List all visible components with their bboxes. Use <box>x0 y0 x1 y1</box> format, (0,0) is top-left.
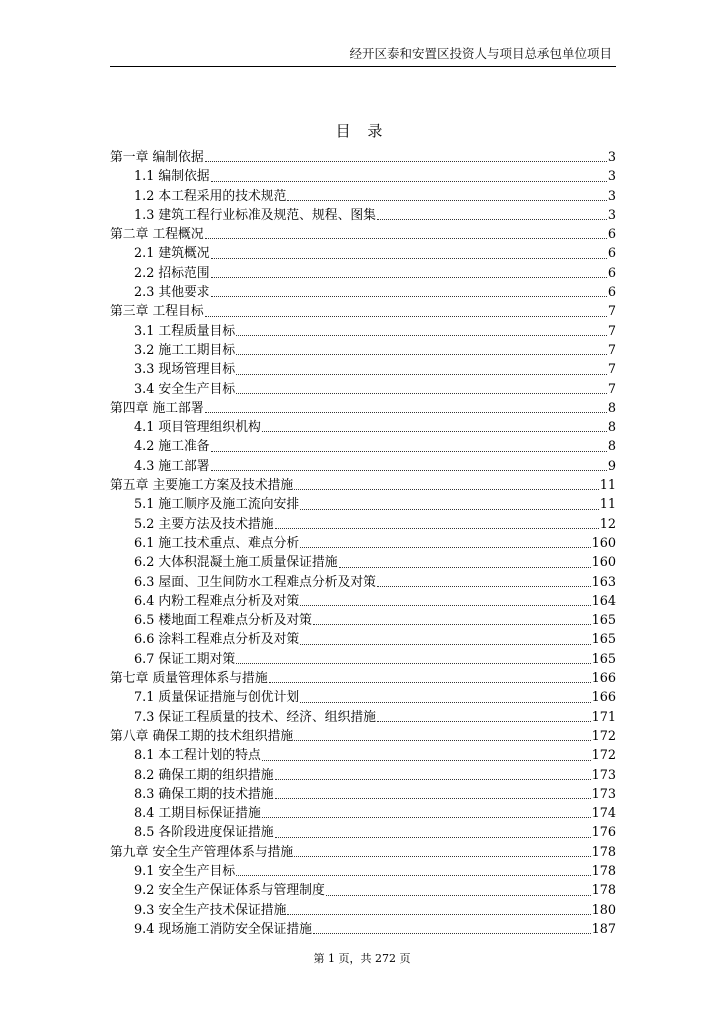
toc-page-number: 12 <box>599 516 616 532</box>
toc-entry-title: 第九章 安全生产管理体系与措施 <box>110 844 294 860</box>
toc-leader-dots <box>262 431 607 432</box>
toc-entry-title: 5.1 施工顺序及施工流向安排 <box>134 497 300 513</box>
toc-entry-title: 1.1 编制依据 <box>134 169 210 185</box>
toc-entry-title: 1.2 本工程采用的技术规范 <box>134 188 287 204</box>
toc-entry-title: 8.4 工期目标保证措施 <box>134 806 261 822</box>
toc-entry-title: 2.1 建筑概况 <box>134 246 210 262</box>
toc-page-number: 176 <box>591 825 616 841</box>
toc-entry-title: 6.1 施工技术重点、难点分析 <box>134 535 300 551</box>
page-footer: 第 1 页，共 272 页 <box>313 952 411 965</box>
toc-entry-title: 2.3 其他要求 <box>134 285 210 301</box>
toc-entry-title: 8.3 确保工期的技术措施 <box>134 786 274 802</box>
toc-page-number: 7 <box>607 304 616 320</box>
toc-section-entry[interactable] <box>110 553 616 572</box>
toc-entry-title: 2.2 招标范围 <box>134 265 210 281</box>
toc-entry-title: 6.5 楼地面工程难点分析及对策 <box>134 613 312 629</box>
toc-leader-dots <box>262 817 591 818</box>
toc-section-entry[interactable] <box>110 322 616 341</box>
toc-section-entry[interactable] <box>110 746 616 765</box>
toc-entry-title: 4.2 施工准备 <box>134 439 210 455</box>
toc-page-number: 165 <box>591 632 616 648</box>
toc-entry-title: 5.2 主要方法及技术措施 <box>134 516 274 532</box>
toc-section-entry[interactable] <box>110 688 616 707</box>
toc-leader-dots <box>300 702 590 703</box>
toc-entry-title: 第五章 主要施工方案及技术措施 <box>110 478 294 494</box>
toc-page-number: 11 <box>599 478 616 494</box>
toc-entry-title: 3.3 现场管理目标 <box>134 362 236 378</box>
toc-page-number: 8 <box>607 439 616 455</box>
running-header: 经开区泰和安置区投资人与项目总承包单位项目 <box>349 46 612 61</box>
toc-section-entry[interactable] <box>110 206 616 225</box>
toc-entry-title: 9.1 安全生产目标 <box>134 863 236 879</box>
toc-section-entry[interactable] <box>110 573 616 592</box>
toc-section-entry[interactable] <box>110 862 616 881</box>
toc-chapter-entry[interactable] <box>110 669 616 688</box>
toc-page-number: 7 <box>607 323 616 339</box>
toc-section-entry[interactable] <box>110 418 616 437</box>
toc-section-entry[interactable] <box>110 244 616 263</box>
toc-entry-title: 3.4 安全生产目标 <box>134 381 236 397</box>
toc-leader-dots <box>275 528 599 529</box>
toc-entry-title: 6.3 屋面、卫生间防水工程难点分析及对策 <box>134 574 376 590</box>
toc-leader-dots <box>236 354 607 355</box>
toc-chapter-entry[interactable] <box>110 148 616 167</box>
toc-section-entry[interactable] <box>110 495 616 514</box>
header-divider <box>110 66 616 67</box>
toc-page-number: 165 <box>591 613 616 629</box>
toc-leader-dots <box>236 335 607 336</box>
toc-leader-dots <box>275 798 591 799</box>
toc-leader-dots <box>205 238 607 239</box>
toc-leader-dots <box>377 586 591 587</box>
toc-section-entry[interactable] <box>110 920 616 939</box>
toc-section-entry[interactable] <box>110 167 616 186</box>
toc-page-number: 7 <box>607 362 616 378</box>
toc-entry-title: 8.2 确保工期的组织措施 <box>134 767 274 783</box>
toc-leader-dots <box>211 277 607 278</box>
toc-entry-title: 第七章 质量管理体系与措施 <box>110 671 268 687</box>
toc-section-entry[interactable] <box>110 823 616 842</box>
toc-page-number: 6 <box>607 265 616 281</box>
toc-entry-title: 8.5 各阶段进度保证措施 <box>134 825 274 841</box>
toc-entry-title: 4.1 项目管理组织机构 <box>134 420 261 436</box>
toc-leader-dots <box>211 181 607 182</box>
toc-page-number: 6 <box>607 246 616 262</box>
toc-entry-title: 3.1 工程质量目标 <box>134 323 236 339</box>
toc-section-entry[interactable] <box>110 360 616 379</box>
toc-page-number: 6 <box>607 285 616 301</box>
toc-page-number: 6 <box>607 227 616 243</box>
toc-page-number: 7 <box>607 381 616 397</box>
toc-section-entry[interactable] <box>110 766 616 785</box>
toc-page-number: 172 <box>591 728 616 744</box>
toc-entry-title: 第三章 工程目标 <box>110 304 204 320</box>
toc-section-entry[interactable] <box>110 457 616 476</box>
toc-entry-title: 6.2 大体积混凝土施工质量保证措施 <box>134 555 338 571</box>
toc-leader-dots <box>275 837 591 838</box>
toc-section-entry[interactable] <box>110 708 616 727</box>
toc-entry-title: 7.1 质量保证措施与创优计划 <box>134 690 300 706</box>
toc-page-number: 180 <box>591 902 616 918</box>
toc-entry-title: 7.3 保证工程质量的技术、经济、组织措施 <box>134 709 376 725</box>
toc-section-entry[interactable] <box>110 881 616 900</box>
toc-leader-dots <box>262 760 591 761</box>
toc-entry-title: 第二章 工程概况 <box>110 227 204 243</box>
toc-page-number: 160 <box>591 535 616 551</box>
toc-leader-dots <box>326 895 591 896</box>
toc-page-number: 9 <box>607 458 616 474</box>
toc-leader-dots <box>300 547 590 548</box>
toc-leader-dots <box>236 663 590 664</box>
toc-leader-dots <box>211 451 607 452</box>
toc-entry-title: 6.7 保证工期对策 <box>134 651 236 667</box>
toc-section-entry[interactable] <box>110 901 616 920</box>
toc-chapter-entry[interactable] <box>110 302 616 321</box>
toc-chapter-entry[interactable] <box>110 225 616 244</box>
toc-section-entry[interactable] <box>110 187 616 206</box>
toc-leader-dots <box>294 489 598 490</box>
toc-page-number: 178 <box>591 844 616 860</box>
toc-chapter-entry[interactable] <box>110 399 616 418</box>
toc-section-entry[interactable] <box>110 437 616 456</box>
toc-page-number: 173 <box>591 767 616 783</box>
toc-entry-title: 4.3 施工部署 <box>134 458 210 474</box>
toc-page-number: 160 <box>591 555 616 571</box>
toc-section-entry[interactable] <box>110 515 616 534</box>
toc-entry-title: 第八章 确保工期的技术组织措施 <box>110 728 294 744</box>
toc-leader-dots <box>275 779 591 780</box>
toc-page-number: 163 <box>591 574 616 590</box>
toc-page-number: 11 <box>599 497 616 513</box>
table-of-contents <box>110 148 616 939</box>
toc-section-entry[interactable] <box>110 264 616 283</box>
toc-entry-title: 9.3 安全生产技术保证措施 <box>134 902 287 918</box>
toc-page-number: 165 <box>591 651 616 667</box>
toc-leader-dots <box>287 914 590 915</box>
toc-leader-dots <box>313 933 591 934</box>
toc-leader-dots <box>269 682 591 683</box>
toc-page-number: 164 <box>591 593 616 609</box>
toc-entry-title: 3.2 施工工期目标 <box>134 342 236 358</box>
toc-section-entry[interactable] <box>110 650 616 669</box>
toc-page-number: 7 <box>607 342 616 358</box>
toc-page-number: 178 <box>591 863 616 879</box>
toc-leader-dots <box>287 200 606 201</box>
toc-leader-dots <box>294 856 590 857</box>
toc-section-entry[interactable] <box>110 534 616 553</box>
toc-entry-title: 8.1 本工程计划的特点 <box>134 748 261 764</box>
toc-entry-title: 6.4 内粉工程难点分析及对策 <box>134 593 300 609</box>
toc-entry-title: 第四章 施工部署 <box>110 400 204 416</box>
toc-page-number: 166 <box>591 690 616 706</box>
toc-leader-dots <box>205 412 607 413</box>
toc-chapter-entry[interactable] <box>110 476 616 495</box>
toc-section-entry[interactable] <box>110 380 616 399</box>
toc-section-entry[interactable] <box>110 804 616 823</box>
toc-leader-dots <box>236 875 590 876</box>
toc-entry-title: 第一章 编制依据 <box>110 150 204 165</box>
toc-entry-title: 6.6 涂料工程难点分析及对策 <box>134 632 300 648</box>
toc-section-entry[interactable] <box>110 611 616 630</box>
toc-page-number: 3 <box>607 169 616 185</box>
toc-section-entry[interactable] <box>110 785 616 804</box>
toc-entry-title: 1.3 建筑工程行业标准及规范、规程、图集 <box>134 207 376 223</box>
toc-leader-dots <box>236 374 607 375</box>
toc-page-number: 174 <box>591 806 616 822</box>
toc-page-number: 8 <box>607 400 616 416</box>
toc-page-number: 178 <box>591 883 616 899</box>
toc-page-number: 171 <box>591 709 616 725</box>
toc-leader-dots <box>377 219 607 220</box>
toc-page-number: 187 <box>591 921 616 937</box>
toc-section-entry[interactable] <box>110 592 616 611</box>
toc-leader-dots <box>300 605 590 606</box>
toc-leader-dots <box>294 740 590 741</box>
toc-section-entry[interactable] <box>110 283 616 302</box>
toc-page-number: 172 <box>591 748 616 764</box>
toc-leader-dots <box>236 393 607 394</box>
toc-leader-dots <box>339 567 591 568</box>
toc-leader-dots <box>313 624 591 625</box>
toc-page-number: 3 <box>607 150 616 165</box>
toc-leader-dots <box>300 644 590 645</box>
toc-chapter-entry[interactable] <box>110 843 616 862</box>
toc-section-entry[interactable] <box>110 630 616 649</box>
toc-leader-dots <box>205 316 607 317</box>
toc-title: 目 录 <box>335 122 389 140</box>
toc-leader-dots <box>377 721 591 722</box>
toc-entry-title: 9.4 现场施工消防安全保证措施 <box>134 921 312 937</box>
toc-leader-dots <box>205 161 607 162</box>
toc-page-number: 3 <box>607 188 616 204</box>
toc-chapter-entry[interactable] <box>110 727 616 746</box>
toc-page-number: 173 <box>591 786 616 802</box>
toc-section-entry[interactable] <box>110 341 616 360</box>
toc-leader-dots <box>211 296 607 297</box>
toc-page-number: 8 <box>607 420 616 436</box>
toc-leader-dots <box>211 470 607 471</box>
toc-page-number: 166 <box>591 671 616 687</box>
toc-entry-title: 9.2 安全生产保证体系与管理制度 <box>134 883 325 899</box>
toc-page-number: 3 <box>607 207 616 223</box>
toc-leader-dots <box>300 509 599 510</box>
toc-leader-dots <box>211 258 607 259</box>
